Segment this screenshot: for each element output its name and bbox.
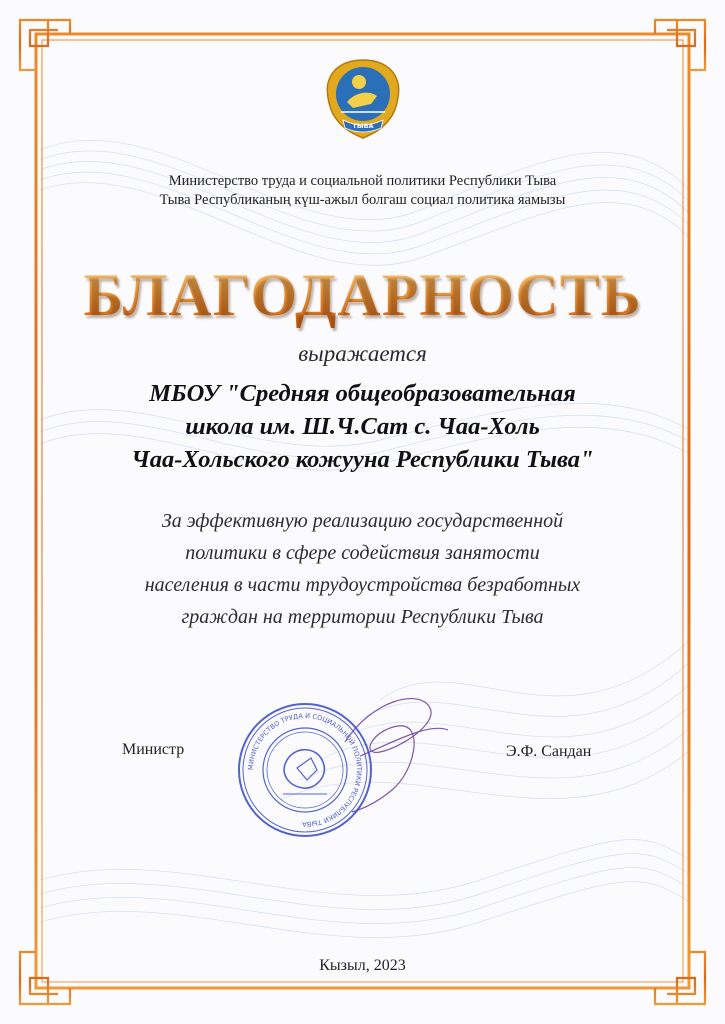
seal-text: МИНИСТЕРСТВО ТРУДА И СОЦИАЛЬНОЙ ПОЛИТИКИ РЕСПУБЛИКИ ТЫВА	[246, 711, 364, 829]
ministry-name-tuvan: Тыва Республиканың күш-ажыл болгаш социал политика яамызы	[159, 192, 566, 208]
reason-line: населения в части трудоустройства безработных	[144, 574, 581, 596]
expresses-subtitle: выражается	[298, 341, 427, 366]
certificate-title: БЛАГОДАРНОСТЬ	[0, 262, 725, 328]
emblem-label: ТЫВА	[352, 122, 374, 130]
signatory-role: Министр	[122, 741, 185, 758]
reason-line: За эффективную реализацию государственной	[161, 510, 564, 532]
ministry-header	[0, 172, 725, 210]
recipient-line: Чаа-Хольского кожууна Республики Тыва"	[131, 446, 594, 473]
award-reason	[0, 505, 725, 633]
signatory-name: Э.Ф. Сандан	[506, 743, 592, 760]
handwritten-signature-icon	[345, 699, 448, 812]
tuva-emblem-icon	[327, 60, 398, 138]
reason-line: граждан на территории Республики Тыва	[181, 606, 544, 628]
recipient-line: МБОУ "Средняя общеобразовательная	[149, 380, 576, 407]
reason-line: политики в сфере содействия занятости	[185, 542, 540, 564]
official-seal-icon	[239, 704, 371, 836]
place-and-year: Кызыл, 2023	[319, 957, 406, 974]
ministry-name-russian: Министерство труда и социальной политики Республики Тыва	[168, 173, 557, 189]
recipient-name	[0, 377, 725, 476]
recipient-line: школа им. Ш.Ч.Сат с. Чаа-Холь	[185, 413, 540, 440]
